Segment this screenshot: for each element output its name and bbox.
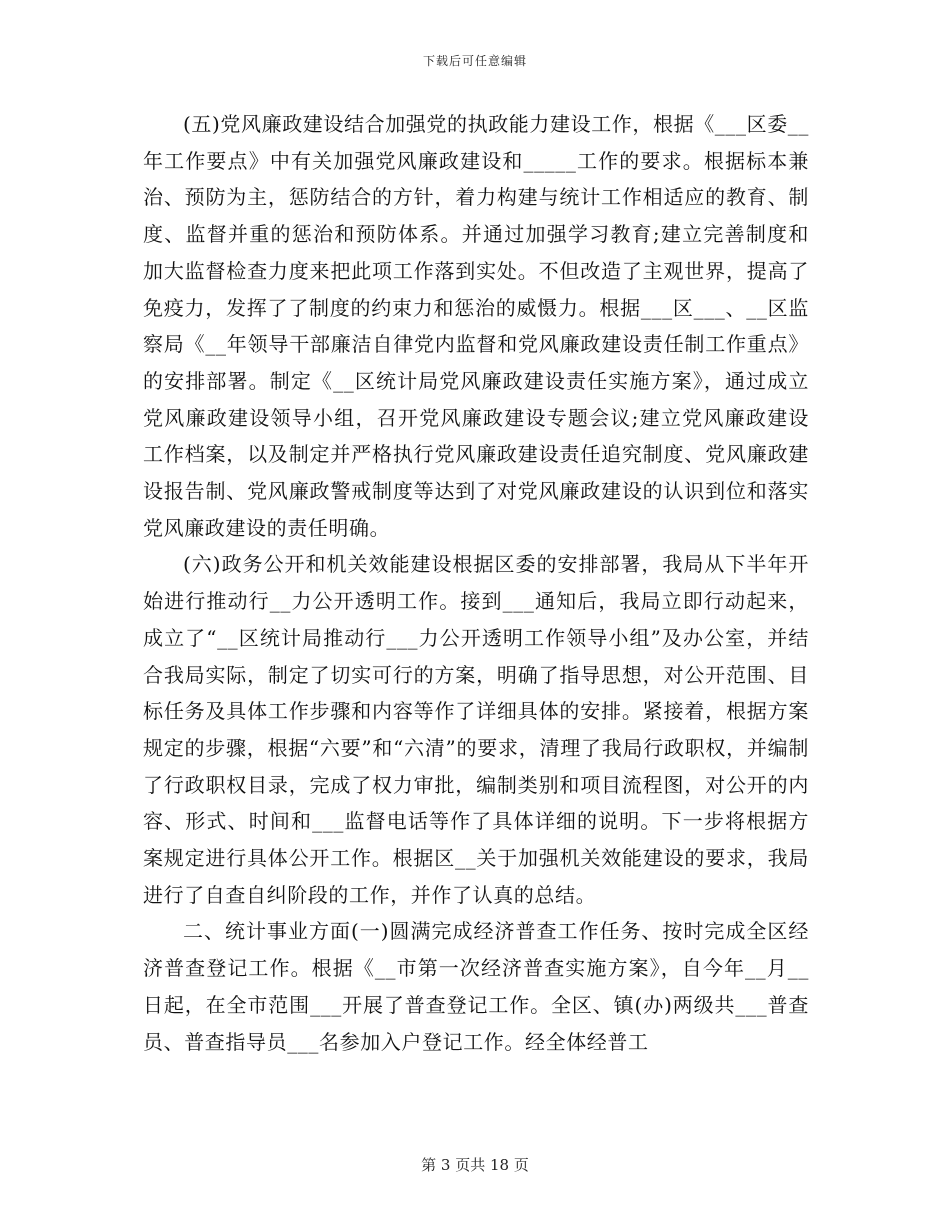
paragraph-statistics-work: 二、统计事业方面(一)圆满完成经济普查工作任务、按时完成全区经济普查登记工作。根据《__市第一次经济普查实施方案》，自今年__月__日起，在全市范围___开展了普查登记工作。全区、镇(办)两级共___普查员、普查指导员___名参加入户登记工作。经全体经普工 (143, 919, 809, 1054)
page-number: 第 3 页共 18 页 (421, 1156, 529, 1174)
paragraph-government-affairs: (六)政务公开和机关效能建设根据区委的安排部署，我局从下半年开始进行推动行__力公开透明工作。接到___通知后，我局立即行动起来，成立了“__区统计局推动行___力公开透明工作领导小组”及办公室，并结合我局实际，制定了切实可行的方案，明确了指导思想，对公开范围、目标任务及具体工作步骤和内容等作了详细具体的安排。紧接着，根据方案规定的步骤，根据“六要”和“六清”的要求，清理了我局行政职权，并编制了行政职权目录，完成了权力审批，编制类别和项目流程图，对公开的内容、形式、时间和___监督电话等作了具体详细的说明。下一步将根据方案规定进行具体公开工作。根据区__关于加强机关效能建设的要求，我局进行了自查自纠阶段的工作，并作了认真的总结。 (143, 552, 809, 907)
document-body (143, 106, 809, 1060)
header-note: 下载后可任意编辑 (422, 54, 527, 68)
paragraph-party-conduct: (五)党风廉政建设结合加强党的执政能力建设工作，根据《___区委__年工作要点》中有关加强党风廉政建设和_____工作的要求。根据标本兼治、预防为主，惩防结合的方针，着力构建与统计工作相适应的教育、制度、监督并重的惩治和预防体系。并通过加强学习教育;建立完善制度和加大监督检查力度来把此项工作落到实处。不但改造了主观世界，提高了免疫力，发挥了了制度的约束力和惩治的威慑力。根据___区___、__区监察局《__年领导干部廉洁自律党内监督和党风廉政建设责任制工作重点》的安排部署。制定《__区统计局党风廉政建设责任实施方案》，通过成立党风廉政建设领导小组，召开党风廉政建设专题会议;建立党风廉政建设工作档案，以及制定并严格执行党风廉政建设责任追究制度、党风廉政建设报告制、党风廉政警戒制度等达到了对党风廉政建设的认识到位和落实党风廉政建设的责任明确。 (143, 112, 810, 540)
